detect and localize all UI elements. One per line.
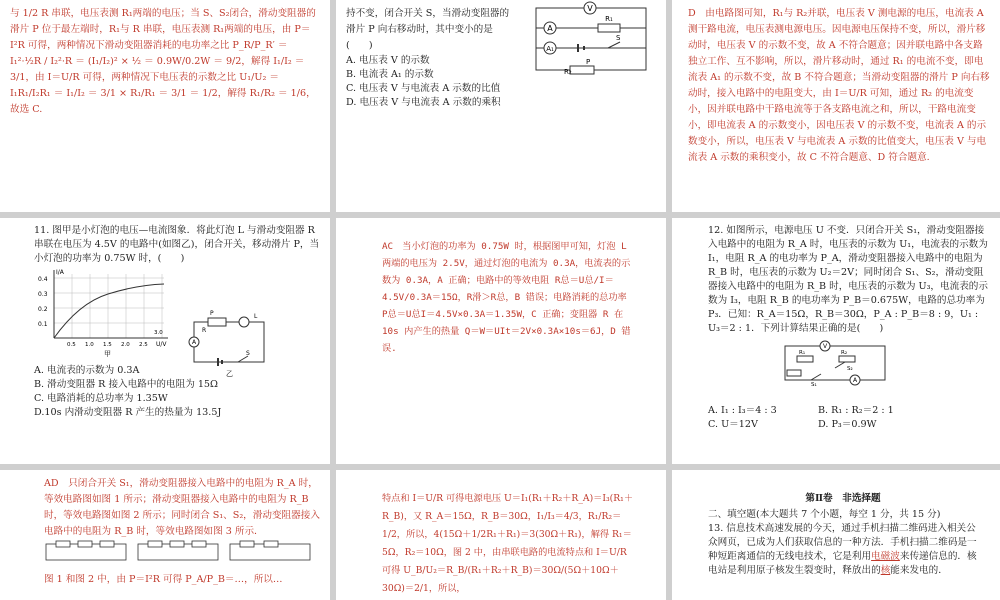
slide-question-10 (336, 0, 666, 212)
option-a: A. I₁ : I₃＝4 : 3 (708, 405, 777, 416)
answer-text: 与 1/2 R 串联，电压表测 R₁两端的电压；当 S、S₂闭合，滑动变阻器的滑片 P 位于最左端时，R₁与 R 串联，电压表测 R₁两端的电压，由 P＝I²R 可得，两种情况下滑动变阻器消耗的电功率之比 P_R/P_R′ ＝ I₁²·½R / I₂²·R ＝ (I₁/I₂)² × ½ ＝ 0.9W/0.2W ＝ 9/2，解得 I₁/I₂ ＝ 3/1，由 I＝U/R 可得，两种情况下电压表的示数之比 U₁/U₂ ＝ I₁R₁/I₂R₁ ＝ I₁/I₂ ＝ 3/1 × R₁/R₁ ＝ 3/1 ＝ 1/2，解得 R₁/R₂ ＝ 1/6，故选 C. (10, 8, 316, 115)
section-title: 第Ⅱ卷 非选择题 (805, 493, 881, 504)
iu-graph (34, 268, 174, 358)
r1-label: R₁ (799, 350, 806, 356)
equivalent-circuits (44, 540, 314, 566)
resistor-r1-icon (797, 356, 813, 362)
rheostat-icon (787, 370, 801, 376)
option-d: D. P₃＝0.9W (818, 419, 877, 430)
option-d: D.10s 内滑动变阻器 R 产生的热量为 13.5J (34, 407, 222, 418)
circuit-diagram (777, 340, 897, 388)
voltmeter-label: V (587, 4, 593, 13)
y-tick: 0.1 (38, 321, 48, 328)
r2-label: R₂ (841, 350, 848, 356)
caption-jia: 甲 (104, 350, 111, 358)
question-text: 持不变，闭合开关 S，当滑动变阻器的滑片 P 向右移动时，其中变小的是( ) (346, 8, 510, 51)
answer-text: AD 只闭合开关 S₁，滑动变阻器接入电路中的电阻为 R_A 时，等效电路图如图 1 所示；滑动变阻器接入电路中的电阻为 R_B 时，等效电路图如图 2 所示；同时闭合 S₁、S₂，滑动变阻器接入电路中的电阻为 R_B 时，等效电路图如图 3 所示． (44, 478, 320, 537)
voltmeter-label: V (822, 343, 828, 350)
ammeter-label: A (191, 339, 197, 346)
s2-label: S₂ (847, 366, 853, 372)
answer-text: 特点和 I＝U/R 可得电源电压 U＝I₁(R₁＋R₂＋R_A)＝I₃(R₁＋R_B)，又 R_A＝15Ω，R_B＝30Ω，I₁/I₃＝4/3，R₁/R₂＝1/2，所以，4(15Ω＋1/2R₁＋R₁)＝3(30Ω＋R₁)，解得 R₁＝5Ω，R₂＝10Ω，图 2 中，由串联电路的电流特点和 I＝U/R 可得 U_B/U₂＝R_B/(R₁＋R₂＋R_B)＝30Ω/(5Ω＋10Ω＋30Ω)＝2/1，所以， (382, 493, 634, 594)
answer-blank-1: 电磁波 (871, 551, 900, 562)
lamp-label: L (254, 313, 258, 320)
ammeter-label: A (852, 377, 858, 384)
option-b: B. 滑动变阻器 R 接入电路中的电阻为 15Ω (34, 379, 218, 390)
option-d: D. 电压表 V 与电流表 A 示数的乘积 (346, 97, 501, 108)
slide-question-12 (672, 218, 1000, 464)
x-tick: 2.0 (121, 342, 130, 348)
caption-yi: 乙 (226, 370, 233, 378)
switch-label: S (246, 350, 250, 357)
resistor-r2-icon (839, 356, 855, 362)
x-axis-label: U/V (156, 341, 167, 348)
question-part-2: 来传递信息的．核电站是利用原子核发生裂变时，释放出的 (708, 551, 977, 576)
slider-label: P (210, 310, 214, 317)
answer-tail: 图 1 和图 2 中，由 P＝I²R 可得 P_A/P_B＝…，所以… (44, 574, 283, 585)
a1-label: A₁ (546, 45, 554, 53)
circuit-diagram (520, 0, 660, 80)
option-c: C. 电压表 V 与电流表 A 示数的比值 (346, 83, 501, 94)
slide-question-13 (672, 470, 1000, 600)
s1-label: S₁ (811, 382, 817, 388)
option-c: C. U＝12V (708, 419, 758, 430)
x-tick: 3.0 (154, 330, 163, 336)
slide-question-11 (0, 218, 330, 464)
x-tick: 1.0 (85, 342, 94, 348)
circuit-diagram (182, 310, 272, 380)
x-tick: 1.5 (103, 342, 112, 348)
switch-label: S (616, 34, 621, 42)
question-text: 12. 如图所示，电源电压 U 不变．只闭合开关 S₁，滑动变阻器接入电路中的电阻为 R_A 时，电压表的示数为 U₁，电流表的示数为 I₁，电阻 R_A 的电功率为 P_A，滑动变阻器接入电路中的电阻为 R_B 时，电压表的示数为 U₂＝2V；同时闭合 S₁、S₂，滑动变阻器接入电路中的电阻为 R_B 时，电压表的示数为 U₃，电流表的示数为 I₃，电阻 R_B 的电功率为 P_B＝0.675W，电路的总功率为 P₃．已知：R_A＝15Ω，R_B＝30Ω，P_A : P_B＝8 : 9，U₁ : U₃＝2 : 1．下列计算结果正确的是( ) (708, 225, 988, 334)
option-a: A. 电压表 V 的示数 (346, 55, 430, 66)
iu-curve (54, 284, 164, 338)
r-label: R (202, 327, 207, 334)
y-tick: 0.2 (38, 306, 48, 313)
x-tick: 2.5 (139, 342, 148, 348)
option-c: C. 电路消耗的总功率为 1.35W (34, 393, 168, 404)
question-text (708, 522, 978, 578)
answer-blank-2: 核 (880, 565, 891, 576)
switch-icon (608, 42, 620, 48)
option-b: B. 电流表 A₁ 的示数 (346, 69, 434, 80)
answer-text: AC 当小灯泡的功率为 0.75W 时，根据图甲可知，灯泡 L 两端的电压为 2.5V，通过灯泡的电流为 0.3A，电流表的示数为 0.3A，A 正确；电路中的等效电阻 R总＝U总/I＝4.5V/0.3A＝15Ω，R滑＞R总，B 错误；电路消耗的总功率 P总＝U总I＝4.5V×0.3A＝1.35W，C 正确；变阻器 R 在 10s 内产生的热量 Q＝W＝UIt＝2V×0.3A×10s＝6J，D 错误. (382, 241, 631, 354)
r2-label: R₂ (564, 68, 572, 76)
section-intro: 二、填空题(本大题共 7 个小题，每空 1 分，共 15 分) (708, 509, 941, 520)
y-tick: 0.3 (38, 291, 48, 298)
y-axis-label: I/A (56, 269, 64, 276)
x-tick: 0.5 (67, 342, 76, 348)
slide-answer-1 (0, 0, 330, 212)
question-text: 11. 图甲是小灯泡的电压—电流图象．将此灯泡 L 与滑动变阻器 R 串联在电压为 4.5V 的电路中(如图乙)，闭合开关，移动滑片 P，当小灯泡的功率为 0.75W 时，( ) (34, 225, 320, 264)
y-tick: 0.4 (38, 276, 48, 283)
answer-text: D 由电路图可知，R₁与 R₂并联，电压表 V 测电源的电压，电流表 A 测干路电流，电压表测电源电压。因电源电压保持不变，所以，滑片移动时，电压表 V 的示数不变，故 A 不符合题意；因并联电路中各支路独立工作、互不影响，所以，滑片移动时，通过 R₁ 的电流不变，即电流表 A₁ 的示数不变，故 B 不符合题意；当滑动变阻器的滑片 P 向右移动时，接入电路中的电阻变大，由 I＝U/R 可知，通过 R₂ 的电流变小，因并联电路中干路电流等于各支路电流之和，所以，干路电流变小，即电流表 A 的示数变小，因电压表 V 的示数不变，电流表 A 的示数变小，所以，电压表 V 与电流表 A 示数的比值变大，电压表 V 与电流表 A 示数的乘积变小，故 C 不符合题意、D 符合题意. (688, 8, 990, 163)
option-b: B. R₁ : R₂＝2 : 1 (818, 405, 894, 416)
slide-answer-10 (672, 0, 1000, 212)
option-a: A. 电流表的示数为 0.3A (34, 365, 140, 376)
resistor-r1-icon (598, 24, 620, 32)
slide-answer-12a (0, 470, 330, 600)
ammeter-label: A (547, 24, 553, 33)
switch-s1-icon (811, 374, 821, 380)
rheostat-icon (570, 66, 594, 74)
rheostat-icon (208, 318, 226, 326)
lamp-icon (239, 317, 249, 327)
slider-label: P (586, 58, 591, 66)
slide-answer-11 (336, 218, 666, 464)
question-part-1: 13. 信息技术高速发展的今天，通过手机扫描二维码进入相关公众网页，已成为人们获取信息的一种方法．手机扫描二维码是一种短距离通信的无线电技术，它是利用 (708, 523, 977, 562)
r1-label: R₁ (605, 15, 613, 23)
slide-answer-12b (336, 470, 666, 600)
question-part-3: 能来发电的． (890, 565, 948, 576)
switch-s2-icon (835, 362, 845, 368)
